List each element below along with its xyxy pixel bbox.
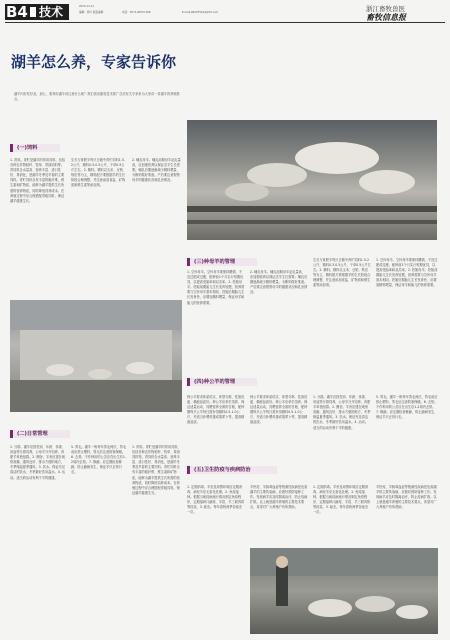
section-daily-management: (二)日常管理 [10, 430, 70, 438]
paper-logo: 畜牧信息报 [366, 13, 406, 22]
issue-date: 2015.11.21 [79, 5, 94, 8]
feed-text-col1: 1. 青料。青贮是湖羊的常用饲料，包括各种农作物秸秆、牧草、青绿饲料等。青饲料含水量高、营养丰富、适口性好、易消化，是湖羊冬季及早春的主要饲料。青贮饲料含有丰富的粗纤维、维生素和矿物质，能够为湖羊提供生长所需的营养物质，同时降低饲养成本。在养殖过程中应合理搭配青粗饲料，保证湖羊健康生长。 [10, 158, 66, 203]
section-ewe-management: (三)种母羊的管理 [187, 258, 257, 266]
barn-illustration [10, 300, 182, 412]
header-rule [5, 22, 445, 23]
farmer-illustration [250, 548, 438, 634]
feed-text-col3: 2. 哺乳母羊。哺乳前期母羊泌乳量高，应加强营养以保证羔羊生长需要；哺乳后期逐渐减少精料喂量，为断奶做好准备。产后要注意观察母羊的健康状况和乳房情况。 [132, 158, 181, 183]
email: E-mail:99297510@163.com [182, 11, 219, 14]
disease-text-col4: 羊快疫、羊肠毒血症等梭菌性疾病是危害湖羊的主要传染病，应做好预防接种工作。发现病羊应及时隔离治疗，防止疫病扩散。以上就是湖羊养殖的主要技术要点，希望对广大养殖户有所帮助。 [376, 485, 437, 510]
section-title: 技术 [39, 5, 64, 19]
disease-text-col3: 1. 定期消毒。羊舍及周围环境应定期消毒，病死羊应无害化处理。2. 免疫接种。根据当地疫病流行情况制定免疫程序，定期接种口蹄疫、羊痘、羊三联四防等疫苗。3. 驱虫。每年春秋两季各驱虫一次。 [313, 485, 371, 515]
editors: 编辑：徐叶 版面编辑： [79, 11, 106, 14]
article-lead: 湖羊肉好吃好卖，那么，要养好湖羊该注意什么呢？我们请省畜牧技术推广总站有关专家来为大家讲一讲湖羊的养殖要点。 [14, 92, 180, 102]
ram-text-col4: 5. 剪毛。湖羊一般每年剪毛两次，剪毛前应停止喂料，剪毛后注意防寒保暖。6. 去势。不作种用的公羔应在出生后1-2周内去势。7. 修蹄。应定期检查修蹄，防止蹄病发生，保证羊只正常行走。 [376, 395, 438, 420]
paper-name: 浙江畜牧兽医 [366, 5, 405, 13]
daily-text-col2: 5. 剪毛。湖羊一般每年剪毛两次，剪毛前应停止喂料，剪毛后注意防寒保暖。6. 去势。不作种用的公羔应在出生后1-2周内去势。7. 修蹄。应定期检查修蹄，防止蹄病发生，保证羊只正常行走。 [71, 445, 127, 475]
header-divider [30, 7, 36, 17]
barn-photo [10, 300, 182, 412]
sheep-pen-photo [187, 120, 437, 240]
section-ram-management: (四)种公羊的管理 [187, 378, 257, 386]
sheep-illustration [187, 120, 437, 240]
ewe-text-col3: 生长与育肥羊每只日粮中青贮饲料1.5-2公斤，精料0.3-0.5公斤，干草0.5公斤左右。2. 精料。精料以玉米、豆粕、麸皮等为主，精料配方要根据羊的生长阶段合理调整，并注意添加食盐、矿物质和维生素等添加剂。 [313, 258, 371, 288]
disease-text-col2: 羊快疫、羊肠毒血症等梭菌性疾病是危害湖羊的主要传染病，应做好预防接种工作。发现病羊应及时隔离治疗，防止疫病扩散。以上就是湖羊养殖的主要技术要点，希望对广大养殖户有所帮助。 [250, 485, 308, 510]
ram-text-col2: 种公羊要求体质结实、体型匀称、性欲旺盛、精液品质好。种公羊应单栏饲养，保证适量运动，饲喂营养全面的日粮，配种期每只公羊每日需补饲精料0.5-1.0公斤，并适当补喂鸡蛋或胡萝卜等，提高精液品质。 [250, 395, 308, 425]
ewe-text-col4: 1. 空怀母羊。空怀母羊要保持膘情，不宜过肥或过瘦，配种前1个月实行短期优饲，以提高受胎率和双羔率。2. 妊娠母羊。妊娠前期胎儿生长发育较慢，营养需要与空怀母羊基本相同，妊娠后期胎儿生长发育快，应增加精料喂量，保证母羊和胎儿的营养需要。 [376, 258, 438, 288]
section-feed: (一)饲料 [10, 144, 60, 152]
ewe-text-col1: 1. 空怀母羊。空怀母羊要保持膘情，不宜过肥或过瘦，配种前1个月实行短期优饲，以提高受胎率和双羔率。2. 妊娠母羊。妊娠前期胎儿生长发育较慢，营养需要与空怀母羊基本相同，妊娠后期胎儿生长发育快，应增加精料喂量，保证母羊和胎儿的营养需要。 [187, 270, 245, 305]
daily-text-col3: 1. 青料。青贮是湖羊的常用饲料，包括各种农作物秸秆、牧草、青绿饲料等。青饲料含水量高、营养丰富、适口性好、易消化，是湖羊冬季及早春的主要饲料。青贮饲料含有丰富的粗纤维、维生素和矿物质，能够为湖羊提供生长所需的营养物质，同时降低饲养成本。在养殖过程中应合理搭配青粗饲料，保证湖羊健康生长。 [132, 445, 181, 495]
phone: 电话：0571-86757168 [122, 11, 151, 14]
page-code: B4 [6, 3, 28, 21]
daily-text-col1: 1. 分群。湖羊应按性别、年龄、体重、用途等分群饲养，公母羊分开饲养，育肥羊单独组群。2. 圈舍。羊舍应建在地势高燥、通风良好、排水方便的地方，冬季保温夏季通风。3. 饮水。保证充足清洁的饮水，冬季最好饮用温水。4. 运动。适当的运动有利于羊的健康。 [10, 445, 66, 480]
farmer-sheep-photo [250, 548, 438, 634]
ewe-text-col2: 2. 哺乳母羊。哺乳前期母羊泌乳量高，应加强营养以保证羔羊生长需要；哺乳后期逐渐减少精料喂量，为断奶做好准备。产后要注意观察母羊的健康状况和乳房情况。 [250, 270, 308, 295]
article-title: 湖羊怎么养，专家告诉你 [11, 53, 177, 71]
disease-text-col1: 1. 定期消毒。羊舍及周围环境应定期消毒，病死羊应无害化处理。2. 免疫接种。根据当地疫病流行情况制定免疫程序，定期接种口蹄疫、羊痘、羊三联四防等疫苗。3. 驱虫。每年春秋两季各驱虫一次。 [187, 485, 245, 515]
ram-text-col1: 种公羊要求体质结实、体型匀称、性欲旺盛、精液品质好。种公羊应单栏饲养，保证适量运动，饲喂营养全面的日粮，配种期每只公羊每日需补饲精料0.5-1.0公斤，并适当补喂鸡蛋或胡萝卜等，提高精液品质。 [187, 395, 245, 425]
feed-text-col2: 生长与育肥羊每只日粮中青贮饲料1.5-2公斤，精料0.3-0.5公斤，干草0.5公斤左右。2. 精料。精料以玉米、豆粕、麸皮等为主，精料配方要根据羊的生长阶段合理调整，并注意添加食盐、矿物质和维生素等添加剂。 [71, 158, 127, 188]
ram-text-col3: 1. 分群。湖羊应按性别、年龄、体重、用途等分群饲养，公母羊分开饲养，育肥羊单独组群。2. 圈舍。羊舍应建在地势高燥、通风良好、排水方便的地方，冬季保温夏季通风。3. 饮水。保证充足清洁的饮水，冬季最好饮用温水。4. 运动。适当的运动有利于羊的健康。 [313, 395, 371, 430]
section-disease-prevention: (五)卫生防疫与疾病防治 [187, 466, 277, 474]
